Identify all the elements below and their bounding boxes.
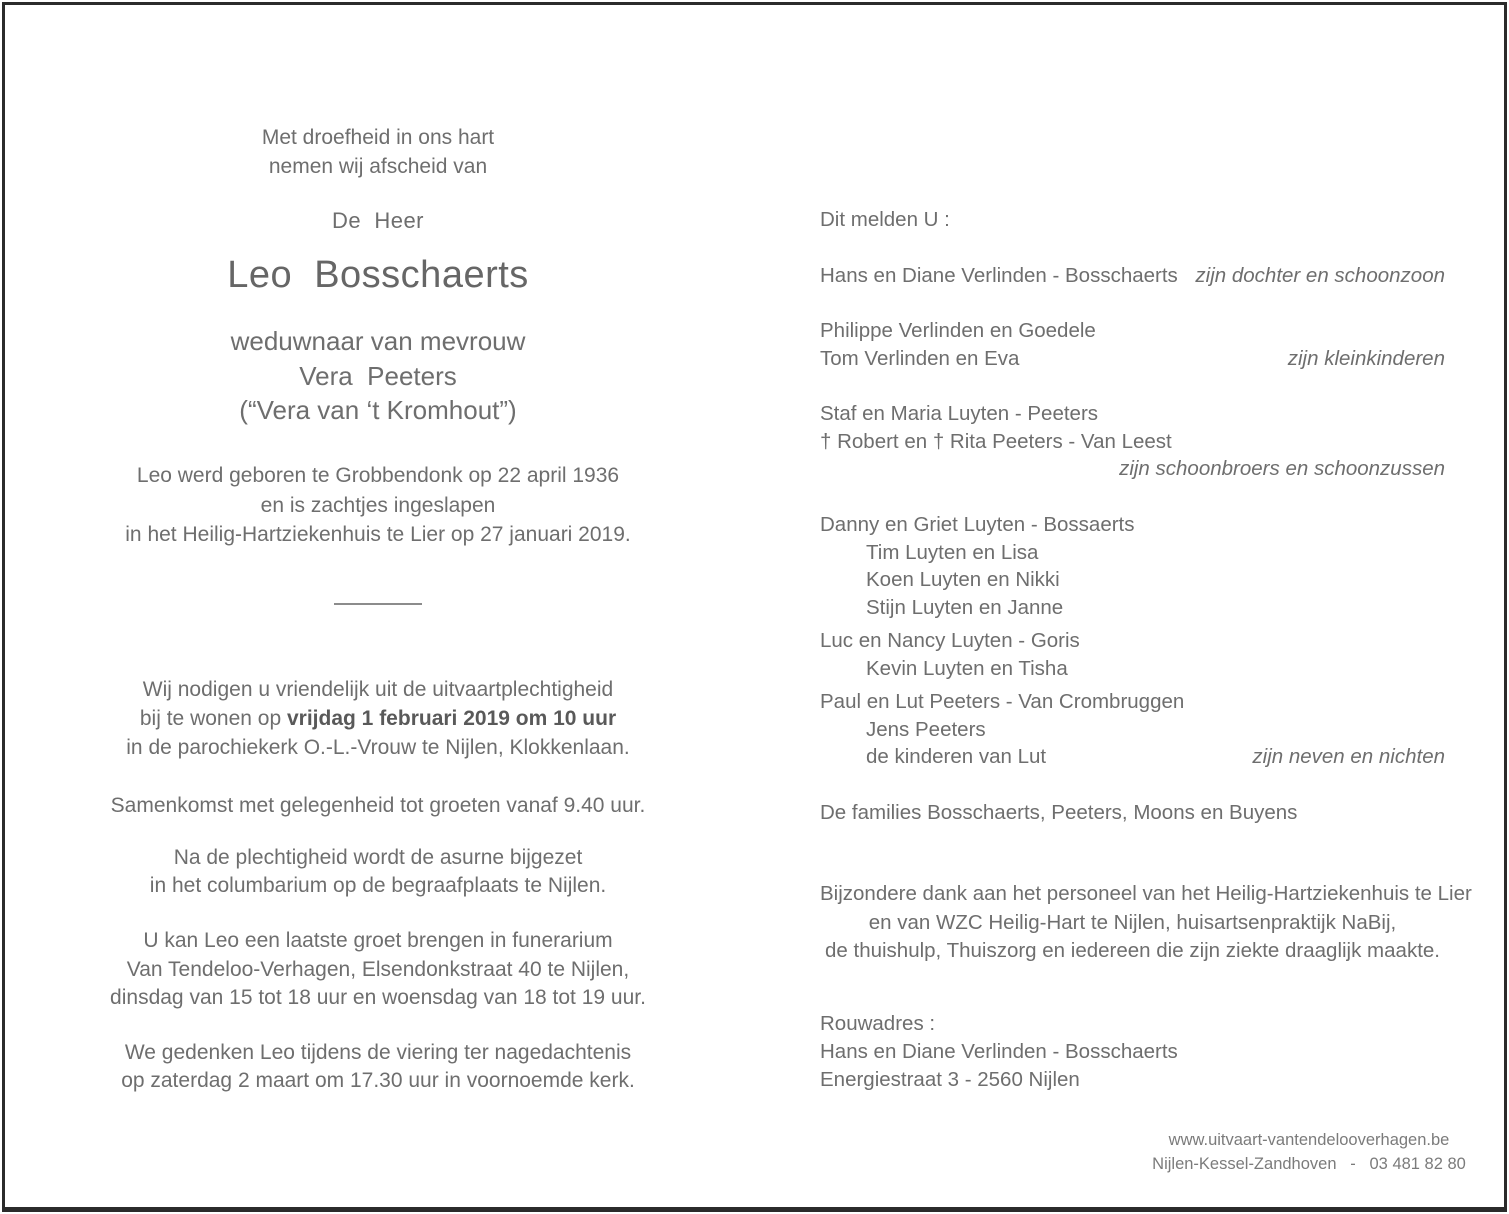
invitation-paragraph <box>104 675 652 762</box>
inlaws-relation: zijn schoonbroers en schoonzussen <box>1119 457 1445 481</box>
funeral-home-footer <box>1083 1128 1509 1176</box>
nephews-last-row <box>820 743 1445 771</box>
invitation-line-church: in de parochiekerk O.-L.-Vrouw te Nijlen, Klokkenlaan. <box>126 736 630 759</box>
inlaws-block <box>820 400 1445 483</box>
farewell-line: Van Tendeloo-Verhagen, Elsendonkstraat 40 te Nijlen, <box>126 957 630 981</box>
nephews-group-2 <box>820 627 1445 683</box>
divider-wrap <box>104 603 652 605</box>
mourning-address-names: Hans en Diane Verlinden - Bosschaerts <box>820 1040 1178 1063</box>
thanks-line: Bijzondere dank aan het personeel van het Heilig-Hartziekenhuis te Lier <box>820 882 1472 905</box>
death-line: en is zachtjes ingeslapen <box>260 493 496 517</box>
interment-line: Na de plechtigheid wordt de asurne bijgezet <box>173 846 583 869</box>
daughter-names: Hans en Diane Verlinden - Bosschaerts <box>820 264 1178 287</box>
funeral-date: vrijdag 1 februari 2019 om 10 uur <box>286 707 617 730</box>
nephew-name: Tim Luyten en Lisa <box>866 540 1039 564</box>
nephews-group-3 <box>820 688 1445 771</box>
widower-line: weduwnaar van mevrouw <box>230 326 526 356</box>
families-line: De families Bosschaerts, Peeters, Moons en Buyens <box>820 801 1298 824</box>
spouse-name: Vera Peeters <box>299 360 457 391</box>
invitation-date-prefix: bij te wonen op <box>139 707 287 730</box>
memorial-line: op zaterdag 2 maart om 17.30 uur in voornoemde kerk. <box>121 1069 635 1092</box>
intro-line: nemen wij afscheid van <box>268 155 488 178</box>
nephew-name: Jens Peeters <box>866 717 986 741</box>
honorific: De Heer <box>331 208 425 233</box>
farewell-line: dinsdag van 15 tot 18 uur en woensdag van 18 tot 19 uur. <box>110 986 646 1009</box>
inlaw-names: Staf en Maria Luyten - Peeters <box>820 402 1099 425</box>
nephew-family-head: Paul en Lut Peeters - Van Crombruggen <box>820 690 1185 713</box>
footer-website: www.uitvaart-vantendelooverhagen.be <box>1168 1131 1450 1149</box>
nephews-relation: zijn neven en nichten <box>1252 745 1445 769</box>
daughter-relation: zijn dochter en schoonzoon <box>1195 264 1445 287</box>
grandchild-names: Tom Verlinden en Eva <box>820 347 1020 370</box>
farewell-paragraph <box>104 927 652 1013</box>
memorial-paragraph <box>104 1039 652 1095</box>
divider-line <box>334 603 422 605</box>
inlaw-names: † Robert en † Rita Peeters - Van Leest <box>820 429 1172 453</box>
invitation-line-date <box>104 704 652 733</box>
farewell-line: U kan Leo een laatste groet brengen in funerarium <box>143 929 613 952</box>
invitation-line: Wij nodigen u vriendelijk uit de uitvaartplechtigheid <box>142 678 614 701</box>
memorial-line: We gedenken Leo tijdens de viering ter nagedachtenis <box>124 1041 632 1064</box>
birth-line: Leo werd geboren te Grobbendonk op 22 april 1936 <box>136 464 620 487</box>
mourning-address-header: Rouwadres : <box>820 1012 936 1035</box>
nephews-group-1 <box>820 511 1445 622</box>
interment-paragraph <box>104 844 652 899</box>
mourning-address-block <box>820 1010 1445 1094</box>
intro-line: Met droefheid in ons hart <box>261 126 495 149</box>
daughter-row <box>820 262 1445 290</box>
life-paragraph <box>104 461 652 550</box>
intro-paragraph <box>104 123 652 181</box>
nephew-name: Stijn Luyten en Janne <box>866 596 1064 620</box>
nephew-name: Koen Luyten en Nikki <box>866 568 1060 592</box>
grandchild-row <box>820 345 1445 373</box>
thanks-line: en van WZC Heilig-Hart te Nijlen, huisartsenpraktijk NaBij, <box>868 910 1397 934</box>
nephew-name: Kevin Luyten en Tisha <box>866 657 1068 680</box>
footer-region-phone: Nijlen-Kessel-Zandhoven - 03 481 82 80 <box>1152 1155 1466 1173</box>
death-place-line: in het Heilig-Hartziekenhuis te Lier op 27 januari 2019. <box>125 523 631 546</box>
thanks-line: de thuishulp, Thuiszorg en iedereen die zijn ziekte draaglijk maakte. <box>825 939 1440 962</box>
nephew-family-head: Luc en Nancy Luyten - Goris <box>820 629 1080 652</box>
grandchildren-block <box>820 317 1445 373</box>
grandchild-names: Philippe Verlinden en Goedele <box>820 319 1096 342</box>
thanks-paragraph <box>820 880 1472 966</box>
gathering-line: Samenkomst met gelegenheid tot groeten vanaf 9.40 uur. <box>110 794 646 817</box>
deceased-name: Leo Bosschaerts <box>227 254 529 296</box>
widower-paragraph <box>104 324 652 428</box>
interment-line: in het columbarium op de begraafplaats te Nijlen. <box>149 873 607 897</box>
nephew-name: de kinderen van Lut <box>866 745 1047 769</box>
spouse-nickname: (“Vera van ‘t Kromhout”) <box>239 395 517 425</box>
grandchildren-relation: zijn kleinkinderen <box>1287 347 1445 370</box>
mourning-address-street: Energiestraat 3 - 2560 Nijlen <box>820 1068 1080 1091</box>
announce-header: Dit melden U : <box>820 208 950 231</box>
nephew-family-head: Danny en Griet Luyten - Bossaerts <box>820 513 1135 536</box>
